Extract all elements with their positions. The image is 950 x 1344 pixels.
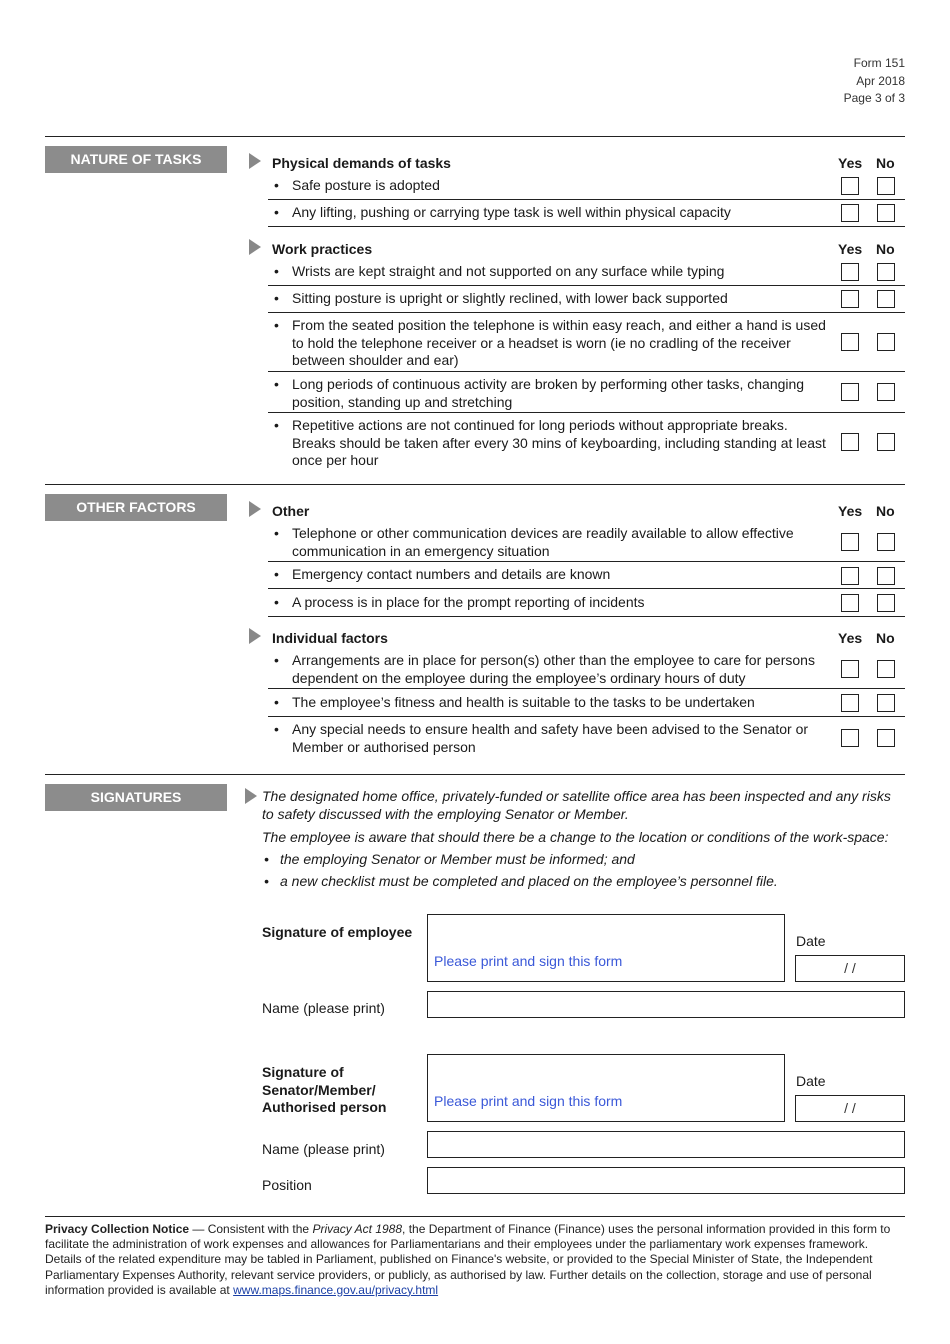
no-column-label: No <box>876 155 895 171</box>
yes-checkbox[interactable] <box>841 567 859 585</box>
row-separator <box>268 226 905 227</box>
no-checkbox[interactable] <box>877 383 895 401</box>
row-separator <box>268 285 905 286</box>
bullet: • <box>274 204 279 220</box>
section-divider <box>45 484 905 485</box>
employee-name-field[interactable] <box>427 991 905 1018</box>
yes-column-label: Yes <box>838 241 863 257</box>
checklist-item: A process is in place for the prompt reporting of incidents <box>292 594 645 610</box>
no-checkbox[interactable] <box>877 594 895 612</box>
section-divider <box>45 136 905 137</box>
privacy-text: , the Department of Finance (Finance) uses the personal information provided in this form to facilitate the administration of work expenses and allowances for Parliamentarians and their employees under the parliamentary work expenses framework. Details of the related expenditure may be tabled in Parliament, published on Finance's website, or provided to the Special Minister of State, the Independent Parliamentary Expenses Authority, relevant service providers, or publicly, as authorised by law. Further details on the collection, storage and use of personal information provided is available at <box>45 1222 891 1297</box>
yes-column-label: Yes <box>838 155 863 171</box>
arrow-icon <box>245 788 257 804</box>
senator-date-field[interactable]: / / <box>795 1095 905 1122</box>
no-checkbox[interactable] <box>877 729 895 747</box>
senator-signature-label-line: Authorised person <box>262 1099 387 1115</box>
arrow-icon <box>249 153 261 169</box>
bullet: • <box>274 721 279 737</box>
senator-name-field[interactable] <box>427 1131 905 1158</box>
senator-name-label: Name (please print) <box>262 1141 385 1157</box>
bullet: • <box>274 694 279 710</box>
form-meta <box>844 55 905 108</box>
checklist-item: Any special needs to ensure health and safety have been advised to the Senator or Member or authorised person <box>292 721 809 755</box>
no-column-label: No <box>876 241 895 257</box>
bullet: • <box>274 376 279 392</box>
section-title-other-factors: OTHER FACTORS <box>45 494 227 521</box>
group-heading-individual-factors: Individual factors <box>272 630 388 646</box>
row-separator <box>268 312 905 313</box>
row-separator <box>268 588 905 589</box>
no-checkbox[interactable] <box>877 567 895 585</box>
awareness-bullet: a new checklist must be completed and placed on the employee’s personnel file. <box>280 873 778 889</box>
bullet: • <box>274 263 279 279</box>
no-checkbox[interactable] <box>877 290 895 308</box>
yes-column-label: Yes <box>838 630 863 646</box>
checklist-item: The employee’s fitness and health is suitable to the tasks to be undertaken <box>292 694 755 710</box>
employee-signature-label: Signature of employee <box>262 924 413 940</box>
checklist-item: Wrists are kept straight and not supported on any surface while typing <box>292 263 725 279</box>
no-checkbox[interactable] <box>877 694 895 712</box>
checklist-item: Any lifting, pushing or carrying type task is well within physical capacity <box>292 204 731 220</box>
signature-hint: Please print and sign this form <box>434 953 623 969</box>
checklist-item: Safe posture is adopted <box>292 177 440 193</box>
checklist-item: Sitting posture is upright or slightly reclined, with lower back supported <box>292 290 728 306</box>
no-checkbox[interactable] <box>877 533 895 551</box>
form-number: Form 151 <box>853 56 905 70</box>
bullet: • <box>264 873 269 889</box>
no-checkbox[interactable] <box>877 263 895 281</box>
yes-checkbox[interactable] <box>841 177 859 195</box>
yes-checkbox[interactable] <box>841 660 859 678</box>
page-number: Page 3 of 3 <box>843 91 905 105</box>
bullet: • <box>274 290 279 306</box>
bullet: • <box>274 177 279 193</box>
group-heading-work-practices: Work practices <box>272 241 373 257</box>
position-label: Position <box>262 1177 312 1193</box>
privacy-text: — Consistent with the <box>189 1222 313 1236</box>
arrow-icon <box>249 501 261 517</box>
privacy-notice <box>45 1222 905 1298</box>
bullet: • <box>274 317 279 333</box>
yes-checkbox[interactable] <box>841 204 859 222</box>
checklist-item: From the seated position the telephone is within easy reach, and either a hand is used to hold the telephone receiver or a headset is worn (ie no cradling of the receiver between shoulder and ear) <box>292 317 826 368</box>
yes-checkbox[interactable] <box>841 729 859 747</box>
arrow-icon <box>249 628 261 644</box>
signature-hint: Please print and sign this form <box>434 1093 623 1109</box>
no-checkbox[interactable] <box>877 333 895 351</box>
no-column-label: No <box>876 630 895 646</box>
privacy-title: Privacy Collection Notice <box>45 1222 190 1236</box>
checklist-item: Arrangements are in place for person(s) other than the employee to care for persons dependent on the employee during the employee’s ordinary hours of duty <box>292 652 815 686</box>
section-title-nature-of-tasks: NATURE OF TASKS <box>45 146 227 173</box>
group-heading-other: Other <box>272 503 310 519</box>
group-heading-physical-demands: Physical demands of tasks <box>272 155 451 171</box>
section-title-signatures: SIGNATURES <box>45 784 227 811</box>
no-column-label: No <box>876 503 895 519</box>
yes-checkbox[interactable] <box>841 333 859 351</box>
privacy-act-name: Privacy Act 1988 <box>312 1222 403 1236</box>
checklist-item: Long periods of continuous activity are broken by performing other tasks, changing position, standing up and stretching <box>292 376 805 410</box>
senator-signature-label <box>262 1064 386 1117</box>
row-separator <box>268 412 905 413</box>
section-divider <box>45 1216 905 1217</box>
senator-signature-box[interactable] <box>427 1054 785 1122</box>
senator-date-label: Date <box>796 1073 826 1089</box>
row-separator <box>268 371 905 372</box>
privacy-link[interactable]: www.maps.finance.gov.au/privacy.html <box>233 1282 439 1297</box>
row-separator <box>268 716 905 717</box>
checklist-item: Telephone or other communication devices are readily available to allow effective communication in an emergency situation <box>292 525 794 559</box>
yes-checkbox[interactable] <box>841 433 859 451</box>
checklist-item: Emergency contact numbers and details are known <box>292 566 611 582</box>
row-separator <box>268 688 905 689</box>
row-separator <box>268 199 905 200</box>
checklist-item: Repetitive actions are not continued for long periods without appropriate breaks. Breaks should be taken after every 30 mins of keyboarding, including standing at least once per hour <box>292 417 826 468</box>
bullet: • <box>274 525 279 541</box>
yes-checkbox[interactable] <box>841 533 859 551</box>
yes-checkbox[interactable] <box>841 263 859 281</box>
row-separator <box>268 616 905 617</box>
employee-signature-box[interactable] <box>427 914 785 982</box>
bullet: • <box>274 594 279 610</box>
arrow-icon <box>249 239 261 255</box>
employee-date-field[interactable]: / / <box>795 955 905 982</box>
bullet: • <box>274 566 279 582</box>
yes-column-label: Yes <box>838 503 863 519</box>
bullet: • <box>274 417 279 433</box>
awareness-statement: The employee is aware that should there be a change to the location or conditions of the work-space: <box>262 829 889 845</box>
form-date: Apr 2018 <box>856 73 905 88</box>
awareness-bullet: the employing Senator or Member must be informed; and <box>280 851 635 867</box>
yes-checkbox[interactable] <box>841 594 859 612</box>
employee-date-label: Date <box>796 933 826 949</box>
no-checkbox[interactable] <box>877 660 895 678</box>
position-field[interactable] <box>427 1167 905 1194</box>
yes-checkbox[interactable] <box>841 694 859 712</box>
yes-checkbox[interactable] <box>841 290 859 308</box>
no-checkbox[interactable] <box>877 204 895 222</box>
bullet: • <box>274 652 279 668</box>
senator-signature-label-line: Signature of <box>262 1064 344 1080</box>
bullet: • <box>264 851 269 867</box>
row-separator <box>268 561 905 562</box>
no-checkbox[interactable] <box>877 433 895 451</box>
yes-checkbox[interactable] <box>841 383 859 401</box>
employee-name-label: Name (please print) <box>262 1000 385 1016</box>
section-divider <box>45 774 905 775</box>
no-checkbox[interactable] <box>877 177 895 195</box>
senator-signature-label-line: Senator/Member/ <box>262 1081 376 1098</box>
inspection-statement: The designated home office, privately-funded or satellite office area has been inspected and any risks to safety discussed with the employing Senator or Member. <box>262 788 891 822</box>
